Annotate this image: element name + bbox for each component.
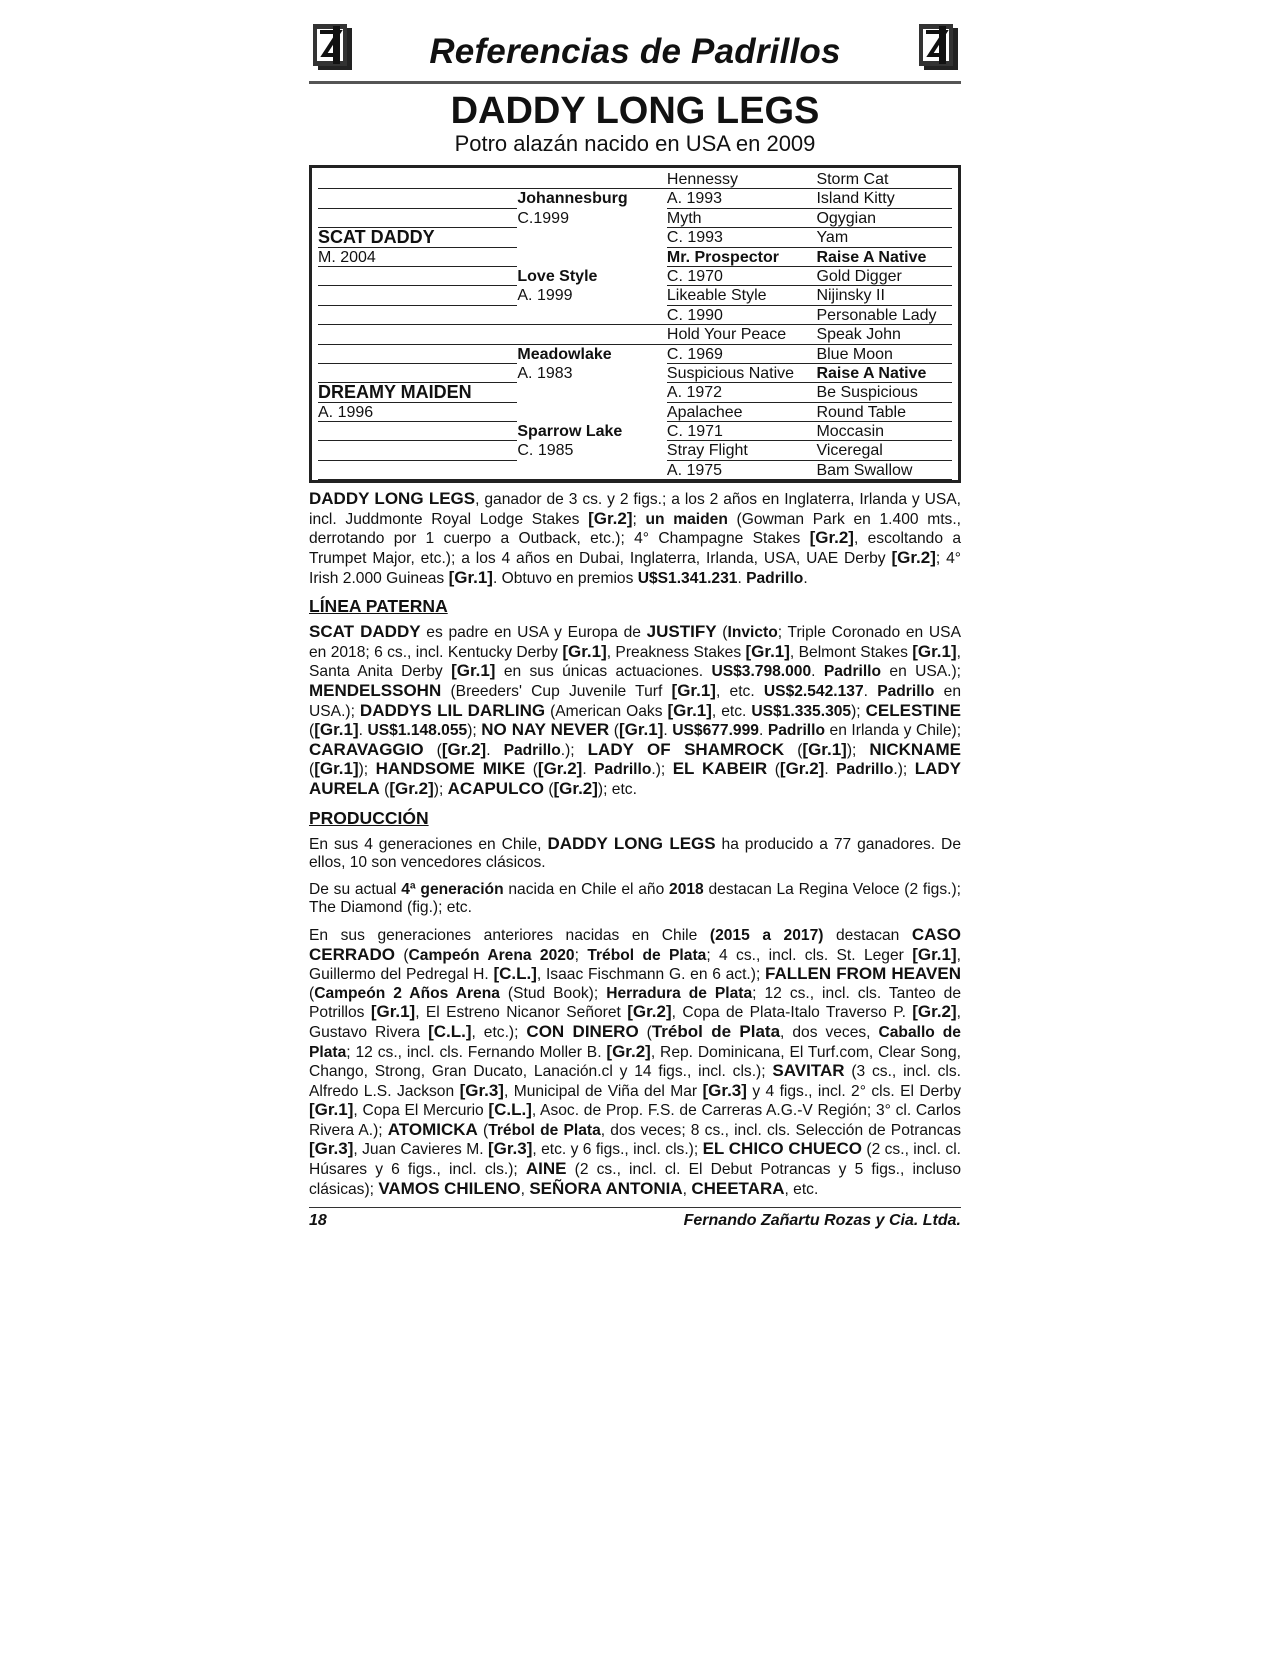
pedigree-table bbox=[309, 165, 961, 483]
footer-company: Fernando Zañartu Rozas y Cia. Ltda. bbox=[683, 1212, 961, 1230]
pedigree-row bbox=[318, 383, 952, 402]
pedigree-cell bbox=[517, 306, 667, 325]
footer-rule bbox=[309, 1207, 961, 1208]
pedigree-cell: A. 1996 bbox=[318, 403, 517, 422]
pedigree-cell: C. 1990 bbox=[667, 306, 817, 325]
pedigree-cell: C. 1971 bbox=[667, 422, 817, 441]
pedigree-cell: Personable Lady bbox=[816, 306, 952, 325]
pedigree-cell: Likeable Style bbox=[667, 286, 817, 305]
pedigree-cell: Love Style bbox=[517, 267, 598, 285]
pedigree-cell: Johannesburg bbox=[517, 190, 628, 208]
section-title-paterna: LÍNEA PATERNA bbox=[309, 596, 448, 617]
pedigree-cell: SCAT DADDY bbox=[318, 228, 517, 247]
pedigree-cell: Blue Moon bbox=[816, 345, 952, 364]
page bbox=[309, 20, 961, 1230]
pedigree-cell bbox=[318, 461, 517, 480]
pedigree-row bbox=[318, 306, 952, 325]
horse-name: DADDY LONG LEGS bbox=[450, 90, 820, 132]
pedigree-cell bbox=[318, 209, 517, 228]
pedigree-cell: Storm Cat bbox=[816, 170, 952, 189]
pedigree-row bbox=[318, 189, 952, 208]
pedigree-cell: Meadowlake bbox=[517, 345, 612, 363]
pedigree-row bbox=[318, 248, 952, 267]
produccion-paragraph-1: En sus 4 generaciones en Chile, DADDY LONG LEGS ha producido a 77 ganadores. De ellos, 10 son vencedores clásicos. bbox=[309, 833, 961, 872]
pedigree-cell: Stray Flight bbox=[667, 441, 817, 460]
pedigree-cell bbox=[318, 170, 517, 189]
pedigree-row bbox=[318, 267, 952, 286]
pedigree-cell bbox=[517, 383, 667, 402]
pedigree-cell: Yam bbox=[816, 228, 952, 247]
pedigree-row bbox=[318, 170, 952, 189]
page-header bbox=[309, 20, 961, 82]
page-number: 18 bbox=[309, 1212, 327, 1230]
pedigree-row bbox=[318, 325, 952, 344]
pedigree-cell: Suspicious Native bbox=[667, 364, 817, 383]
pedigree-cell bbox=[318, 422, 517, 441]
pedigree-cell: Apalachee bbox=[667, 403, 817, 422]
header-title: Referencias de Padrillos bbox=[429, 32, 841, 71]
horse-summary: DADDY LONG LEGS, ganador de 3 cs. y 2 figs.; a los 2 años en Inglaterra, Irlanda y USA, incl. Juddmonte Royal Lodge Stakes [Gr.2]; un maiden (Gowman Park en 1.400 mts., derrotando por 1 cuerpo a Outback, etc.); 4° Champagne Stakes [Gr.2], escoltando a Trumpet Major, etc.); a los 4 años en Dubai, Inglaterra, Irlanda, USA, UAE Derby [Gr.2]; 4° Irish 2.000 Guineas [Gr.1]. Obtuvo en premios U$S1.341.231. Padrillo. bbox=[309, 489, 961, 587]
produccion-paragraph-2: De su actual 4ª generación nacida en Chile el año 2018 destacan La Regina Veloce (2 figs.); The Diamond (fig.); etc. bbox=[309, 880, 962, 917]
pedigree-cell bbox=[318, 306, 517, 325]
pedigree-cell: Mr. Prospector bbox=[667, 248, 817, 267]
pedigree-row bbox=[318, 403, 952, 422]
pedigree-cell: Sparrow Lake bbox=[517, 423, 623, 441]
pedigree-cell: Hennessy bbox=[667, 170, 817, 189]
pedigree-cell bbox=[517, 403, 667, 422]
pedigree-cell bbox=[517, 170, 667, 189]
pedigree-cell: Gold Digger bbox=[816, 267, 952, 286]
pedigree-row bbox=[318, 345, 952, 364]
pedigree-cell: Be Suspicious bbox=[816, 383, 952, 402]
pedigree-cell: Raise A Native bbox=[816, 248, 952, 267]
pedigree-cell: Raise A Native bbox=[816, 364, 952, 383]
pedigree-cell bbox=[517, 461, 667, 480]
pedigree-cell bbox=[318, 441, 517, 460]
pedigree-cell: C. 1993 bbox=[667, 228, 817, 247]
pedigree-cell: M. 2004 bbox=[318, 248, 517, 267]
pedigree-cell: DREAMY MAIDEN bbox=[318, 383, 517, 402]
pedigree-cell bbox=[318, 286, 517, 305]
pedigree-cell: Viceregal bbox=[816, 441, 952, 460]
produccion-paragraph-3: En sus generaciones anteriores nacidas en Chile (2015 a 2017) destacan CASO CERRADO (Campeón Arena 2020; Trébol de Plata; 4 cs., incl. cls. St. Leger [Gr.1], Guillermo del Pedregal H. [C.L.], Isaac Fischmann G. en 6 act.); FALLEN FROM HEAVEN (Campeón 2 Años Arena (Stud Book); Herradura de Plata; 12 cs., incl. cls. Tanteo de Potrillos [Gr.1], El Estreno Nicanor Señoret [Gr.2], Copa de Plata-Italo Traverso P. [Gr.2], Gustavo Rivera [C.L.], etc.); CON DINERO (Trébol de Plata, dos veces, Caballo de Plata; 12 cs., incl. cls. Fernando Moller B. [Gr.2], Rep. Dominicana, El Turf.com, Clear Song, Chango, Strong, Gran Ducato, Lanación.cl y 14 figs., incl. cls.); SAVITAR (3 cs., incl. cls. Alfredo L.S. Jackson [Gr.3], Municipal de Viña del Mar [Gr.3] y 4 figs., incl. 2° cls. El Derby [Gr.1], Copa El Mercurio [C.L.], Asoc. de Prop. F.S. de Carreras A.G.-V Región; 3° cl. Carlos Rivera A.); ATOMICKA (Trébol de Plata, dos veces; 8 cs., incl. cls. Selección de Potrancas [Gr.3], Juan Cavieres M. [Gr.3], etc. y 6 figs., incl. cls.); EL CHICO CHUECO (2 cs., incl. cl. Húsares y 6 figs., incl. cls.); AINE (2 cs., incl. cl. El Debut Potrancas y 5 figs., incluso clásicas); VAMOS CHILENO, SEÑORA ANTONIA, CHEETARA, etc. bbox=[309, 924, 962, 1198]
pedigree-cell bbox=[517, 228, 667, 247]
pedigree-row bbox=[318, 441, 952, 460]
pedigree-cell: A. 1975 bbox=[667, 461, 817, 480]
pedigree-cell: C.1999 bbox=[517, 209, 569, 227]
pedigree-row bbox=[318, 422, 952, 441]
pedigree-cell: Nijinsky II bbox=[816, 286, 952, 305]
logo-icon bbox=[915, 22, 961, 72]
pedigree-cell: Moccasin bbox=[816, 422, 952, 441]
pedigree-cell: Hold Your Peace bbox=[667, 325, 817, 344]
pedigree-cell: A. 1993 bbox=[667, 189, 817, 208]
pedigree-cell bbox=[318, 325, 517, 344]
paterna-paragraph: SCAT DADDY es padre en USA y Europa de JUSTIFY (Invicto; Triple Coronado en USA en 2018; 6 cs., incl. Kentucky Derby [Gr.1], Preakness Stakes [Gr.1], Belmont Stakes [Gr.1], Santa Anita Derby [Gr.1] en sus únicas actuaciones. US$3.798.000. Padrillo en USA.); MENDELSSOHN (Breeders' Cup Juvenile Turf [Gr.1], etc. US$2.542.137. Padrillo en USA.); DADDYS LIL DARLING (American Oaks [Gr.1], etc. US$1.335.305); CELESTINE ([Gr.1]. US$1.148.055); NO NAY NEVER ([Gr.1]. US$677.999. Padrillo en Irlanda y Chile); CARAVAGGIO ([Gr.2]. Padrillo.); LADY OF SHAMROCK ([Gr.1]); NICKNAME ([Gr.1]); HANDSOME MIKE ([Gr.2]. Padrillo.); EL KABEIR ([Gr.2]. Padrillo.); LADY AURELA ([Gr.2]); ACAPULCO ([Gr.2]); etc. bbox=[309, 622, 962, 798]
pedigree-cell: Island Kitty bbox=[816, 189, 952, 208]
pedigree-row bbox=[318, 209, 952, 228]
pedigree-row bbox=[318, 286, 952, 305]
pedigree-cell bbox=[318, 364, 517, 383]
pedigree-cell: A. 1999 bbox=[517, 287, 573, 305]
pedigree-cell: Bam Swallow bbox=[816, 461, 952, 480]
pedigree-cell bbox=[318, 345, 517, 364]
pedigree-cell: C. 1969 bbox=[667, 345, 817, 364]
pedigree-cell: A. 1972 bbox=[667, 383, 817, 402]
pedigree-cell bbox=[517, 248, 667, 267]
page-footer bbox=[309, 1212, 961, 1230]
pedigree-row bbox=[318, 228, 952, 247]
pedigree-cell: C. 1970 bbox=[667, 267, 817, 286]
pedigree-cell: Myth bbox=[667, 209, 817, 228]
pedigree-row bbox=[318, 364, 952, 383]
pedigree-cell bbox=[517, 325, 667, 344]
header-rule bbox=[309, 81, 961, 84]
pedigree-row bbox=[318, 461, 952, 480]
pedigree-cell bbox=[318, 267, 517, 286]
horse-subtitle: Potro alazán nacido en USA en 2009 bbox=[454, 131, 816, 156]
pedigree-cell: Speak John bbox=[816, 325, 952, 344]
pedigree-cell: C. 1985 bbox=[517, 442, 574, 460]
pedigree-cell: Round Table bbox=[816, 403, 952, 422]
pedigree-cell bbox=[318, 189, 517, 208]
section-title-produccion: PRODUCCIÓN bbox=[309, 807, 429, 828]
pedigree-cell: A. 1983 bbox=[517, 364, 573, 382]
pedigree-cell: Ogygian bbox=[816, 209, 952, 228]
